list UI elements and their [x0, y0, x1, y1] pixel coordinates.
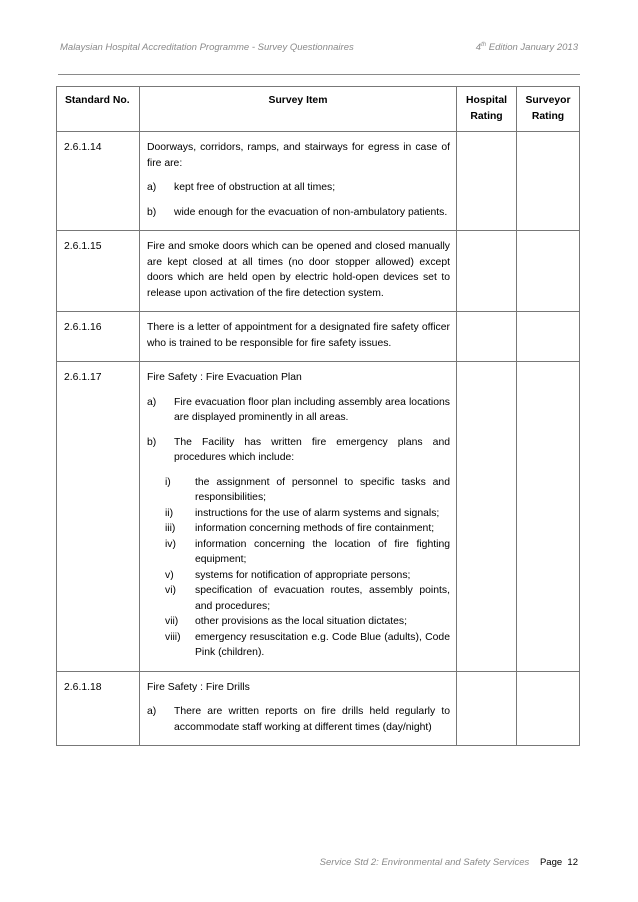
- sub-list-item: i) the assignment of personnel to specific tasks and responsibilities;: [165, 476, 450, 503]
- table-row: [57, 312, 580, 362]
- table-row: [57, 671, 580, 746]
- list-item: a) There are written reports on fire drills held regularly to accommodate staff working at different times (day/night): [147, 706, 450, 733]
- sub-list-item: vi) specification of evacuation routes, assembly points, and procedures;: [165, 585, 450, 612]
- hospital-rating-cell[interactable]: [457, 362, 517, 672]
- table-row: [57, 132, 580, 231]
- standard-number: 2.6.1.15: [57, 231, 140, 312]
- page-number: 12: [567, 857, 578, 868]
- hospital-rating-cell[interactable]: [457, 231, 517, 312]
- sub-list-item: iv) information concerning the location of fire fighting equipment;: [165, 538, 450, 565]
- edition-ordinal: th: [481, 41, 487, 48]
- hospital-rating-cell[interactable]: [457, 132, 517, 231]
- page-label: Page: [539, 857, 563, 868]
- header-standard-no: Standard No.: [57, 87, 140, 132]
- sub-list: [147, 475, 450, 661]
- surveyor-rating-cell[interactable]: [517, 312, 580, 362]
- item-intro: Fire Safety : Fire Drills: [147, 681, 250, 693]
- footer-description: Service Std 2: Environmental and Safety Services: [319, 857, 530, 868]
- header-survey-item: Survey Item: [140, 87, 457, 132]
- hospital-rating-cell[interactable]: [457, 671, 517, 746]
- item-intro: Fire Safety : Fire Evacuation Plan: [147, 372, 302, 383]
- surveyor-rating-cell[interactable]: [517, 132, 580, 231]
- surveyor-rating-cell[interactable]: [517, 231, 580, 312]
- survey-item: [140, 671, 457, 746]
- table-row: [57, 362, 580, 672]
- sub-list-item: viii) emergency resuscitation e.g. Code Blue (adults), Code Pink (children).: [165, 631, 450, 658]
- survey-item: [140, 312, 457, 362]
- edition-date: Edition January 2013: [486, 42, 578, 53]
- surveyor-rating-cell[interactable]: [517, 671, 580, 746]
- item-intro: Fire and smoke doors which can be opened and closed manually are kept closed at all times (no door stopper allowed) except doors which are held open by electric hold-open devices set to release upon activation of the fire detection system.: [147, 241, 450, 299]
- sub-list-item: v) systems for notification of appropriate persons;: [165, 569, 411, 581]
- page-header: [60, 42, 578, 56]
- standard-number: 2.6.1.17: [57, 362, 140, 672]
- standard-number: 2.6.1.14: [57, 132, 140, 231]
- page-footer: [320, 857, 578, 868]
- header-hospital-rating: Hospital Rating: [457, 87, 517, 132]
- sub-list-item: ii) instructions for the use of alarm systems and signals;: [165, 507, 440, 519]
- table-row: [57, 231, 580, 312]
- edition-label: [476, 42, 578, 53]
- survey-table: [56, 86, 580, 746]
- sub-list-item: vii) other provisions as the local situation dictates;: [165, 616, 407, 627]
- standard-number: 2.6.1.16: [57, 312, 140, 362]
- hospital-rating-cell[interactable]: [457, 312, 517, 362]
- survey-item: [140, 132, 457, 231]
- header-surveyor-rating: Surveyor Rating: [517, 87, 580, 132]
- item-intro: Doorways, corridors, ramps, and stairways for egress in case of fire are:: [147, 142, 450, 169]
- header-divider: [58, 74, 580, 75]
- standard-number: 2.6.1.18: [57, 671, 140, 746]
- survey-item: [140, 362, 457, 672]
- table-header-row: [57, 87, 580, 132]
- item-intro: There is a letter of appointment for a designated fire safety officer who is trained to be responsible for fire safety issues.: [147, 322, 450, 349]
- edition-number: 4: [475, 42, 482, 53]
- list-item: a) Fire evacuation floor plan including assembly area locations are displayed prominently in all areas.: [147, 396, 450, 423]
- list-item: b) wide enough for the evacuation of non-ambulatory patients.: [147, 206, 448, 218]
- document-title: Malaysian Hospital Accreditation Programme - Survey Questionnaires: [60, 42, 354, 53]
- list-item: a) kept free of obstruction at all times;: [147, 182, 336, 193]
- survey-item: [140, 231, 457, 312]
- list-item: b) The Facility has written fire emergency plans and procedures which include:: [147, 436, 450, 463]
- surveyor-rating-cell[interactable]: [517, 362, 580, 672]
- sub-list-item: iii) information concerning methods of fire containment;: [165, 523, 435, 534]
